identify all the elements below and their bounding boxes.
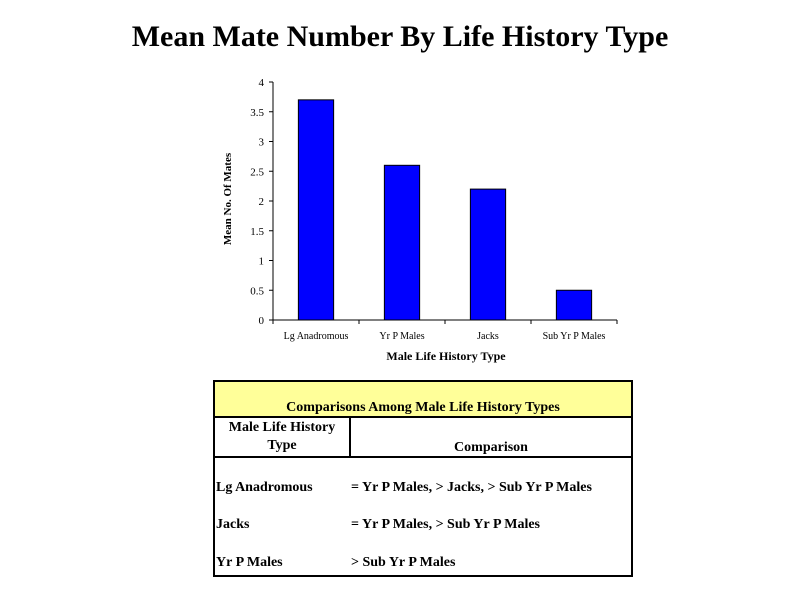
chart-title: Mean Mate Number By Life History Type [131,20,669,53]
comparison-table [213,380,633,577]
y-tick-label: 1.5 [250,225,264,238]
table-heading [215,382,631,418]
bar [298,100,333,320]
table-row [215,517,631,535]
table-heading-text: Comparisons Among Male Life History Types [286,400,560,415]
y-tick-label: 3.5 [250,106,264,119]
y-axis-label: Mean No. Of Mates [222,152,234,246]
y-tick-label: 3 [258,136,264,149]
y-tick-label: 0.5 [250,285,264,298]
row-type: Jacks [216,517,250,532]
y-tick-label: 1 [258,255,264,268]
row-type: Yr P Males [216,555,283,570]
x-axis-label: Male Life History Type [386,349,506,363]
y-tick-label: 2.5 [250,166,264,179]
y-tick-label: 0 [258,315,264,327]
y-tick-label: 2 [258,196,264,208]
table-column-headers [215,418,631,458]
row-comparison: = Yr P Males, > Jacks, > Sub Yr P Males [351,480,592,495]
row-type: Lg Anadromous [216,480,313,495]
x-tick-label: Lg Anadromous [283,331,349,342]
y-tick-label: 4 [258,77,264,89]
x-tick-label: Yr P Males [379,331,425,342]
bar [556,290,591,320]
x-tick-label: Jacks [477,331,499,342]
bar [384,165,419,320]
column-header-type: Male Life History Type [215,418,351,456]
table-row [215,480,631,498]
column-header-comparison: Comparison [454,440,528,455]
bar [470,189,505,320]
table-row [215,555,631,573]
row-comparison: = Yr P Males, > Sub Yr P Males [351,517,541,532]
row-comparison: > Sub Yr P Males [351,555,456,570]
x-tick-label: Sub Yr P Males [542,331,606,342]
